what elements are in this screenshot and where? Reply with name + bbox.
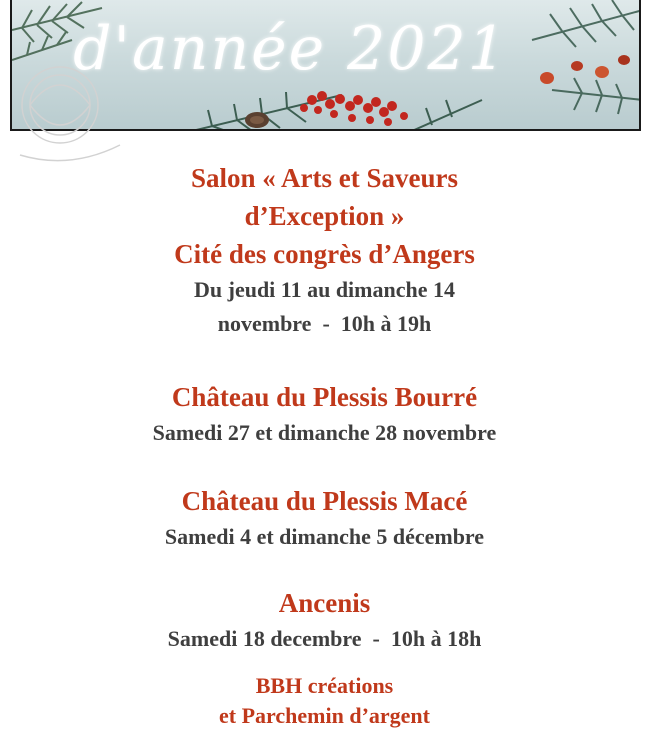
event-title-line: Château du Plessis Macé (181, 486, 468, 516)
event-bbh-creations (0, 671, 649, 731)
event-ancenis (0, 584, 649, 656)
event-title-line: Château du Plessis Bourré (171, 382, 478, 412)
event-title-line: Ancenis (278, 588, 371, 618)
berries-icon (300, 91, 408, 126)
event-date-line: novembre - 10h à 19h (217, 311, 432, 336)
event-plessis-bourre (0, 378, 649, 450)
event-title-line: Cité des congrès d’Angers (174, 239, 475, 269)
event-title-line: Salon « Arts et Saveurs (190, 163, 458, 193)
event-title-line: BBH créations (255, 673, 394, 698)
event-salon-angers (0, 159, 649, 341)
event-date-line: Samedi 18 decembre - 10h à 18h (167, 626, 482, 651)
event-plessis-mace (0, 482, 649, 554)
event-title-line: et Parchemin d’argent (219, 703, 430, 728)
event-date-line: Samedi 4 et dimanche 5 décembre (164, 524, 485, 549)
banner-title: d'année 2021 (73, 14, 508, 84)
event-date-line: Samedi 27 et dimanche 28 novembre (152, 420, 497, 445)
event-title-line: d’Exception » (244, 201, 405, 231)
event-date-line: Du jeudi 11 au dimanche 14 (194, 277, 455, 302)
pine-cone-icon (245, 112, 269, 128)
